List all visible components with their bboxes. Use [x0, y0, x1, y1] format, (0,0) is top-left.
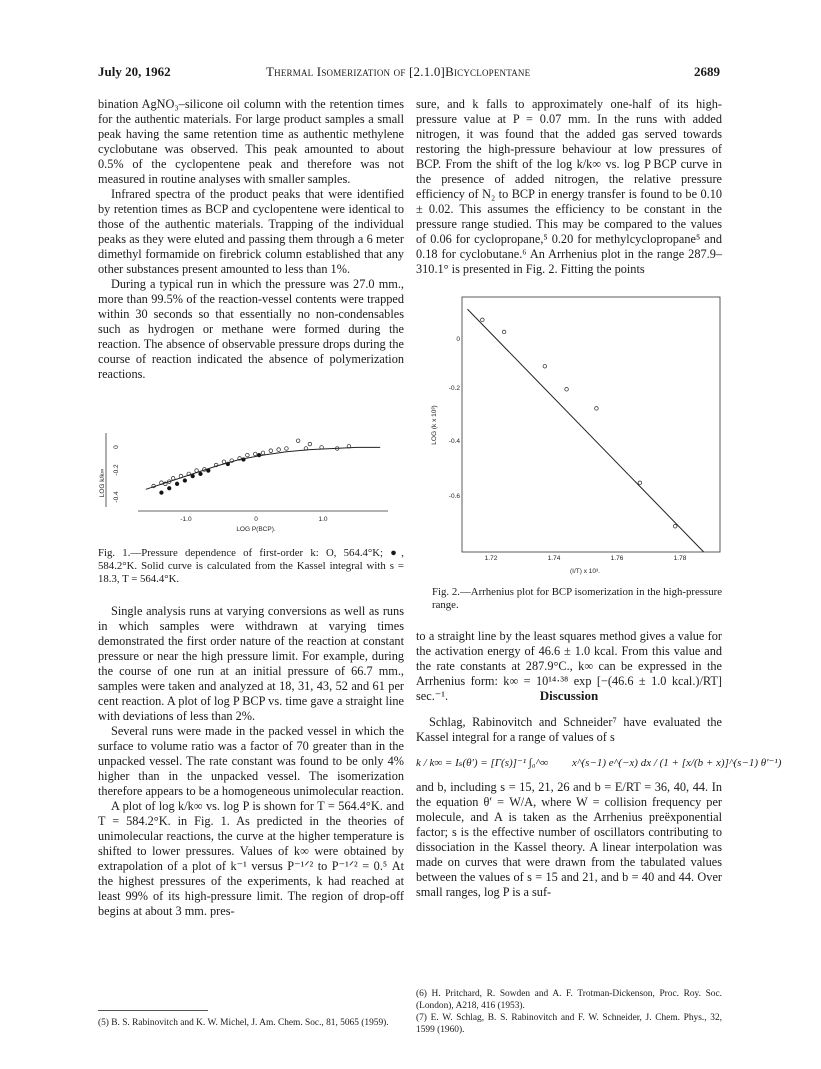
- data-point-filled: [183, 479, 187, 483]
- data-point-open: [269, 449, 273, 453]
- x-tick-label: 1.76: [610, 555, 624, 562]
- x-axis-label: LOG P(BCP).: [236, 526, 276, 533]
- equation-rhs: x^(s−1) e^(−x) dx / (1 + [x/(b + x)]^(s−1) θ′⁻¹): [572, 757, 782, 769]
- x-tick-label: 1.78: [673, 555, 687, 562]
- left-column-top: [98, 97, 404, 382]
- data-point-open: [565, 387, 569, 391]
- plot-frame: [462, 297, 720, 552]
- paragraph: to a straight line by the least squares method gives a value for the activation energy of 46.6 ± 1.0 kcal. From this value and the rate constants at 287.9°C., k∞ can be expressed in the Arrhenius form: k∞ = 10¹⁴·³⁸ exp [−(46.6 ± 1.0 kcal.)/RT] sec.⁻¹.: [416, 629, 722, 703]
- y-tick-label: -0.4: [113, 491, 120, 503]
- data-point-open: [285, 447, 289, 451]
- data-point-open: [308, 442, 312, 446]
- section-heading-discussion: Discussion: [539, 688, 599, 703]
- paragraph: A plot of log k/k∞ vs. log P is shown for T = 564.4°K. and T = 584.2°K. in Fig. 1. As predicted in the theories of unimolecular reactions, the curve at the higher temperature is shifted to lower pressures. Values of k∞ were obtained by extrapolation of a plot of k⁻¹ versus P⁻¹ᐟ² to P⁻¹ᐟ² = 0.⁵ At the highest pressures of the experiments, k had reached at least 99% of its high-pressure limit. The region of drop-off begins at about 3 mm. pres-: [98, 799, 404, 918]
- paragraph: Single analysis runs at varying conversions as well as runs in which samples were withdrawn at varying times demonstrated the first order nature of the reaction at constant pressure or near the high pressure limit. For example, during the course of one run at an initial pressure of 66.7 mm., samples were taken and analyzed at 18, 31, 43, 52 and 61 per cent reaction. A plot of log P BCP vs. time gave a straight line with deviations of less than 2%.: [98, 604, 404, 723]
- x-tick-label: 0: [254, 516, 258, 523]
- footnote: (7) E. W. Schlag, B. S. Rabinovitch and F. W. Schneider, J. Chem. Phys., 32, 1599 (1960).: [416, 1013, 722, 1035]
- data-point-open: [543, 364, 547, 368]
- y-tick-label: -0.2: [448, 385, 460, 392]
- left-column-bottom: [98, 604, 404, 919]
- paragraph: Infrared spectra of the product peaks that were identified by retention times as BCP and cyclopentene were identical to those of the authentic materials. Trapping of the individual peaks as they were eluted and passing them through a 6 meter dimethyl formamide on firebrick column established that any other substances present amounted to less than 1%.: [98, 187, 404, 276]
- footnote: (5) B. S. Rabinovitch and K. W. Michel, J. Am. Chem. Soc., 81, 5065 (1959).: [98, 1018, 389, 1028]
- x-tick-label: 1.74: [547, 555, 561, 562]
- paragraph: During a typical run in which the pressure was 27.0 mm., more than 99.5% of the reaction-vessel contents were trapped within 30 seconds so that essentially no non-condensables such as hydrogen or methane were formed during the reaction. The absence of observable pressure drops during the course of reaction indicated the absence of polymerization reactions.: [98, 277, 404, 381]
- data-point-open: [595, 407, 599, 411]
- data-point-filled: [167, 486, 171, 490]
- paragraph: sure, and k falls to approximately one-half of its high-pressure value at P = 0.07 mm. In the runs with added nitrogen, it was found that the added gas served towards restoring the high-pressure behaviour at low pressures of BCP. From the shift of the log k/k∞ vs. log P BCP curve in the presence of added nitrogen, the relative pressure efficiency of N₂ to BCP in energy transfer is found to be 0.10 ± 0.02. This assumes the efficiency to be constant in the pressure range studied. This may be compared to the values of 0.06 for cyclopropane,⁵ 0.20 for methylcyclopropane⁵ and 0.18 for cyclobutane.⁶ An Arrhenius plot in the range 287.9–310.1° is presented in Fig. 2. Fitting the points: [416, 97, 722, 276]
- data-point-open: [246, 453, 250, 457]
- paragraph: Schlag, Rabinovitch and Schneider⁷ have evaluated the Kassel integral for a range of values of s: [416, 715, 722, 744]
- footnotes-left: [98, 1017, 404, 1029]
- y-axis-label: LOG k/k∞: [99, 468, 106, 498]
- equation-lhs: k / k∞ = Iₛ(θ′) = [Γ(s)]⁻¹ ∫₀^∞: [416, 757, 549, 769]
- data-point-open: [222, 460, 226, 464]
- y-tick-label: 0: [456, 336, 460, 343]
- footnote-rule: [98, 1010, 208, 1011]
- x-tick-label: -1.0: [180, 516, 192, 523]
- figure-1-plot: [98, 425, 404, 543]
- data-point-filled: [191, 474, 195, 478]
- figure-2-caption: Fig. 2.—Arrhenius plot for BCP isomerization in the high-pressure range.: [432, 586, 722, 611]
- y-tick-label: -0.4: [448, 438, 460, 445]
- data-point-open: [673, 524, 677, 528]
- header-date: July 20, 1962: [98, 64, 171, 79]
- data-point-open: [277, 448, 281, 452]
- data-point-open: [638, 481, 642, 485]
- data-point-filled: [199, 472, 203, 476]
- right-column-top: [416, 97, 722, 277]
- data-point-filled: [175, 482, 179, 486]
- data-point-filled: [160, 491, 164, 495]
- data-point-open: [481, 318, 485, 322]
- x-tick-label: 1.72: [484, 555, 498, 562]
- page-number: 2689: [694, 64, 720, 79]
- x-axis-label: (I/T) x 10³.: [570, 568, 600, 575]
- paragraph: and b, including s = 15, 21, 26 and b = E/RT = 36, 40, 44. In the equation θ′ = W/A, where W = collision frequency per molecule, and A is taken as the Arrhenius preëxponential factor; s is the effective number of oscillators contributing to dissociation in the Kassel theory. A linear interpolation was made on curves that were drawn from the tabulated values between the values of s = 15 and 21, and b = 40 and 44. Over small ranges, log P is a suf-: [416, 780, 722, 899]
- data-point-open: [253, 452, 257, 456]
- figure-1: [98, 425, 404, 543]
- y-tick-label: 0: [113, 445, 120, 449]
- data-point-open: [296, 439, 300, 443]
- paragraph: Several runs were made in the packed vessel in which the surface to volume ratio was a factor of 70 greater than in the unpacked vessel. The rate constant was found to be only 4% higher than in the unpacked vessel. The isomerization therefore appears to be a homogeneous unimolecular reaction.: [98, 724, 404, 798]
- data-point-open: [502, 330, 506, 334]
- discussion-intro: [416, 715, 722, 745]
- footnotes-right: [416, 988, 722, 1036]
- data-point-open: [261, 451, 265, 455]
- fit-line: [467, 309, 703, 552]
- figure-1-caption: Fig. 1.—Pressure dependence of first-order k: O, 564.4°K; ●, 584.2°K. Solid curve is calculated from the Kassel integral with s = 18.3, T = 564.4°K.: [98, 547, 404, 585]
- header-title: Thermal Isomerization of [2.1.0]Bicyclopentane: [266, 64, 531, 79]
- x-tick-label: 1.0: [318, 516, 328, 523]
- y-tick-label: -0.6: [448, 493, 460, 500]
- figure-2-plot: [430, 293, 726, 579]
- paragraph: bination AgNO₃–silicone oil column with the retention times for the authentic materials. For large product samples a small peak having the same retention time as authentic methylene cyclobutane was observed. This peak amounted to about 0.5% of the cyclopentene peak and therefore was not measured in routine analyses with smaller samples.: [98, 97, 404, 186]
- kassel-equation: [416, 748, 782, 780]
- right-column-bottom: [416, 780, 722, 900]
- y-axis-label: LOG (k x 10³): [431, 405, 438, 445]
- footnote: (6) H. Pritchard, R. Sowden and A. F. Trotman-Dickenson, Proc. Roy. Soc. (London), A218, 416 (1953).: [416, 989, 722, 1011]
- running-header: [98, 64, 720, 84]
- figure-2: [430, 293, 726, 579]
- y-tick-label: -0.2: [113, 464, 120, 476]
